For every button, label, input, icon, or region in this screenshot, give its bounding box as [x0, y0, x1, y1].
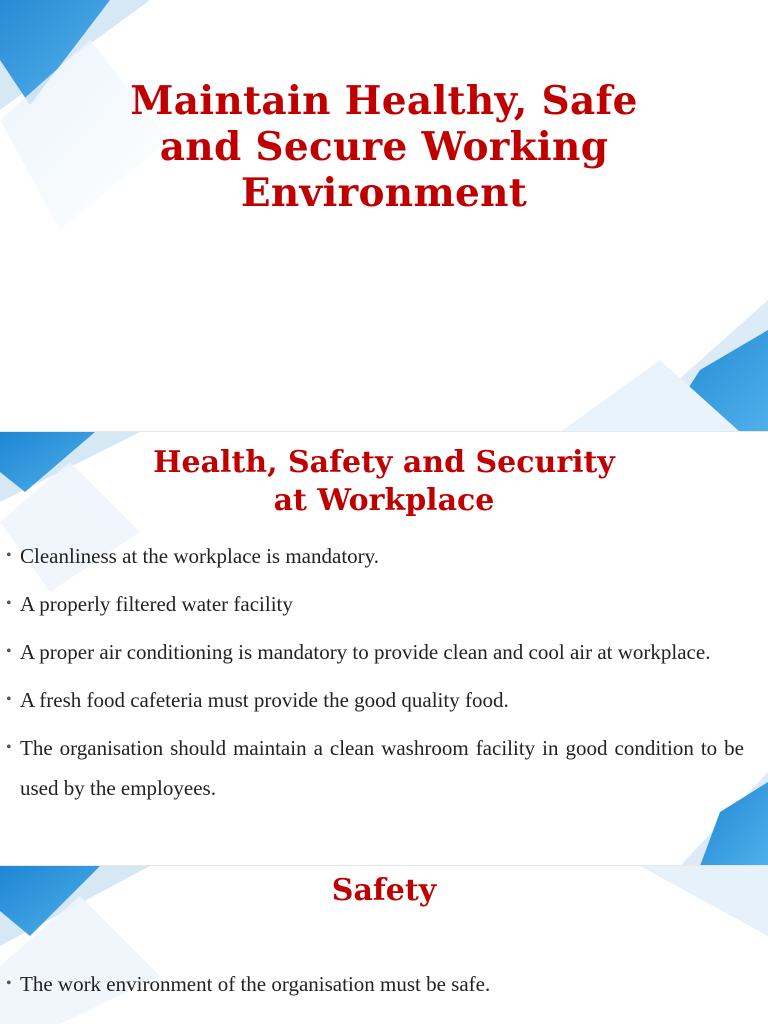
list-item [0, 680, 768, 720]
safety-slide [0, 866, 768, 1024]
slide-title [0, 444, 768, 520]
slide-title [0, 872, 768, 910]
bullet-icon: • [6, 975, 12, 992]
bullet-text: A proper air conditioning is mandatory to provide clean and cool air at workplace. [20, 640, 711, 664]
slide-background-decoration [0, 0, 768, 432]
bullet-icon: • [6, 739, 12, 756]
bullet-text: A fresh food cafeteria must provide the good quality food. [20, 688, 509, 712]
title-line: at Workplace [273, 483, 495, 518]
list-item [0, 964, 768, 1004]
title-line: Environment [240, 170, 528, 216]
bullet-icon: • [6, 547, 12, 564]
bullet-icon: • [6, 643, 12, 660]
list-item [0, 728, 768, 808]
bullet-text: A properly filtered water facility [20, 592, 293, 616]
list-item [0, 584, 768, 624]
title-line: Maintain Healthy, Safe [130, 78, 638, 124]
bullet-icon: • [6, 595, 12, 612]
title-line: Safety [331, 873, 437, 908]
bullet-text: The work environment of the organisation must be safe. [20, 972, 491, 996]
title-line: and Secure Working [159, 124, 609, 170]
list-item [0, 536, 768, 576]
title-slide [0, 0, 768, 432]
list-item [0, 632, 768, 672]
bullet-text: The organisation should maintain a clean washroom facility in good condition to be used by the employees. [20, 736, 744, 800]
title-line: Health, Safety and Security [153, 445, 615, 480]
bullet-list [0, 964, 768, 1004]
workplace-slide [0, 432, 768, 866]
bullet-icon: • [6, 691, 12, 708]
bullet-text: Cleanliness at the workplace is mandatory. [20, 544, 380, 568]
bullet-list [0, 536, 768, 816]
slide-title [0, 78, 768, 216]
